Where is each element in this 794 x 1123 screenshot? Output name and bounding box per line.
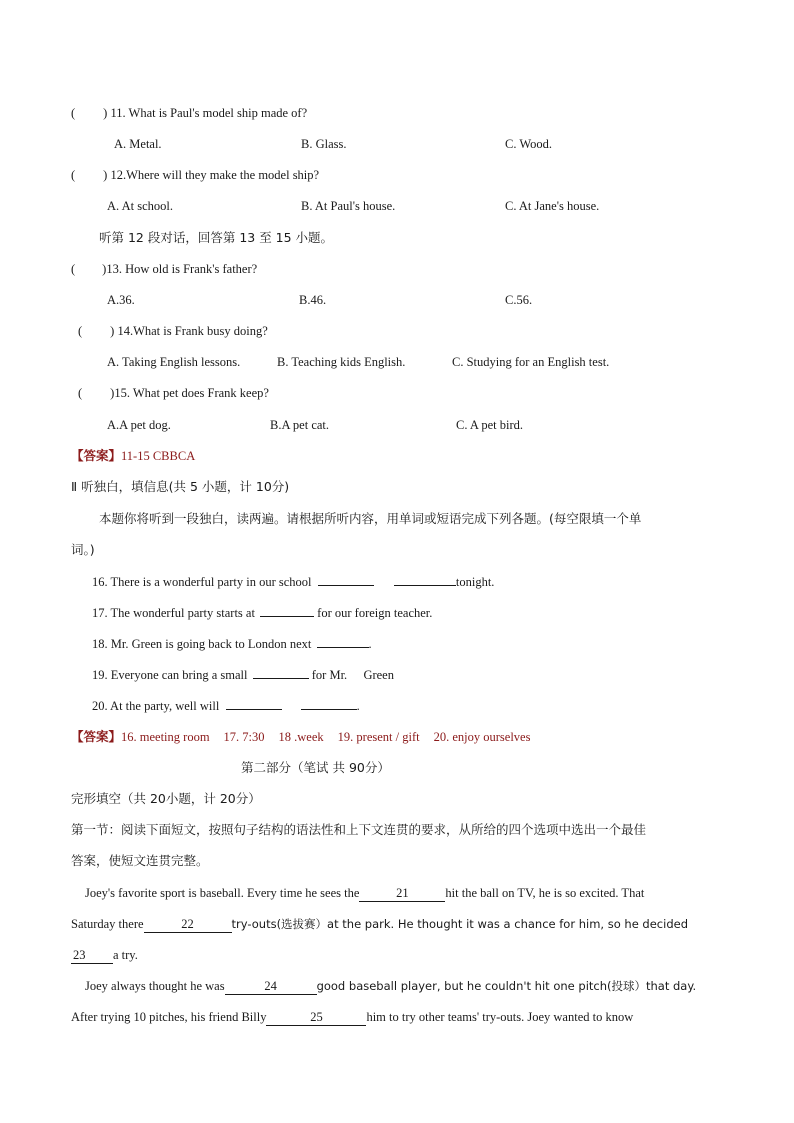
- passage-text: hit the ball on TV, he is so excited. That: [445, 886, 645, 900]
- answer-blank[interactable]: [301, 697, 357, 710]
- question-12: [71, 167, 319, 183]
- passage-line-1: [85, 885, 644, 902]
- answer-part: 20. enjoy ourselves: [433, 730, 531, 744]
- fill-item-19: [92, 666, 394, 683]
- option-c: C.56.: [505, 293, 533, 307]
- option-c: C. A pet bird.: [456, 418, 524, 432]
- answer-part: 18 .week: [278, 730, 324, 744]
- option-c: C. Studying for an English test.: [452, 355, 610, 369]
- fill-item-18: [92, 635, 372, 652]
- passage-text: Saturday there: [71, 917, 144, 931]
- question-text: )15. What pet does Frank keep?: [110, 386, 269, 400]
- section-2-instruction: 本题你将听到一段独白，读两遍。请根据所听内容，用单词或短语完成下列各题。(每空限填一个单: [99, 511, 642, 526]
- answer-blank[interactable]: [253, 666, 309, 679]
- answer-blank[interactable]: [260, 604, 314, 617]
- item-text: .: [356, 699, 360, 713]
- passage-line-2: [71, 916, 688, 933]
- fill-item-17: [92, 604, 432, 621]
- answer-part: 16. meeting room: [121, 730, 210, 744]
- passage-text: a try.: [113, 948, 138, 962]
- question-text: ) 11. What is Paul's model ship made of?: [103, 106, 308, 120]
- question-15: [78, 385, 269, 401]
- passage-line-3: [71, 947, 138, 964]
- question-11: [71, 105, 307, 121]
- question-text: )13. How old is Frank's father?: [102, 262, 258, 276]
- cloze-title: 完形填空（共 20小题，计 20分）: [71, 791, 261, 806]
- item-text: tonight.: [455, 575, 495, 589]
- question-13: [71, 261, 257, 277]
- item-text: 16. There is a wonderful party in our school: [92, 575, 312, 589]
- fill-item-16: [92, 573, 494, 590]
- answer-text: 11-15 CBBCA: [121, 449, 196, 463]
- blank-21[interactable]: 21: [359, 885, 445, 902]
- answer-blank[interactable]: [318, 573, 374, 586]
- blank-22[interactable]: 22: [144, 916, 232, 933]
- option-b: B. At Paul's house.: [301, 199, 396, 213]
- option-a: A. Taking English lessons.: [107, 355, 241, 369]
- item-text: 19. Everyone can bring a small: [92, 668, 248, 682]
- option-c: C. Wood.: [505, 137, 553, 151]
- option-b: B.A pet cat.: [270, 418, 330, 432]
- cloze-instruction: 第一节：阅读下面短文，按照句子结构的语法性和上下文连贯的要求，从所给的四个选项中选出一个最佳: [71, 822, 647, 837]
- question-text: ) 14.What is Frank busy doing?: [110, 324, 268, 338]
- option-b: B.46.: [299, 293, 327, 307]
- item-text: 20. At the party, well will: [92, 699, 220, 713]
- passage-line-4: [85, 978, 696, 995]
- answer-part: 17. 7:30: [223, 730, 265, 744]
- option-c: C. At Jane's house.: [505, 199, 600, 213]
- item-text: 17. The wonderful party starts at: [92, 606, 255, 620]
- dialogue-12-instruction: 听第 12 段对话，回答第 13 至 15 小题。: [99, 230, 334, 245]
- item-text: Green: [363, 668, 394, 682]
- cloze-instruction-cont: 答案，使短文连贯完整。: [71, 853, 209, 868]
- answer-blank[interactable]: [317, 635, 369, 648]
- item-text: .: [368, 637, 372, 651]
- item-text: for our foreign teacher.: [317, 606, 433, 620]
- answer-label: 【答案】: [71, 729, 122, 744]
- passage-line-5: [71, 1009, 633, 1026]
- answer-part: 19. present / gift: [337, 730, 420, 744]
- blank-24[interactable]: 24: [225, 978, 317, 995]
- blank-25[interactable]: 25: [266, 1009, 366, 1026]
- answer-label: 【答案】: [71, 448, 122, 463]
- part-2-title: 第二部分（笔试 共 90分）: [241, 760, 390, 775]
- paren-open: (: [78, 324, 83, 338]
- blank-23[interactable]: 23: [71, 947, 113, 964]
- answer-blank[interactable]: [394, 573, 456, 586]
- option-b: B. Teaching kids English.: [277, 355, 406, 369]
- section-2-instruction-cont: 词。): [71, 542, 95, 557]
- answer-blank[interactable]: [226, 697, 282, 710]
- paren-open: (: [71, 106, 76, 120]
- paren-open: (: [71, 262, 76, 276]
- section-2-title: Ⅱ 听独白，填信息(共 5 小题，计 10分): [71, 479, 290, 494]
- question-14: [78, 323, 268, 339]
- paren-open: (: [71, 168, 76, 182]
- item-text: 18. Mr. Green is going back to London next: [92, 637, 312, 651]
- answer-line-1: [71, 448, 195, 464]
- question-text: ) 12.Where will they make the model ship?: [103, 168, 320, 182]
- paren-open: (: [78, 386, 83, 400]
- answer-line-2: [71, 729, 530, 745]
- passage-text: him to try other teams' try-outs. Joey wanted to know: [366, 1010, 634, 1024]
- option-a: A. Metal.: [114, 137, 162, 151]
- option-a: A. At school.: [107, 199, 173, 213]
- passage-text: After trying 10 pitches, his friend Billy: [71, 1010, 267, 1024]
- option-b: B. Glass.: [301, 137, 347, 151]
- option-a: A.A pet dog.: [107, 418, 171, 432]
- passage-text: Joey's favorite sport is baseball. Every time he sees the: [85, 886, 360, 900]
- fill-item-20: [92, 697, 360, 714]
- passage-text: Joey always thought he was: [85, 979, 225, 993]
- passage-text: good baseball player, but he couldn't hit one pitch(投球）that day.: [316, 979, 697, 993]
- item-text: for Mr.: [311, 668, 348, 682]
- passage-text: try-outs(选拔赛）at the park. He thought it was a chance for him, so he decided: [231, 917, 688, 931]
- option-a: A.36.: [107, 293, 135, 307]
